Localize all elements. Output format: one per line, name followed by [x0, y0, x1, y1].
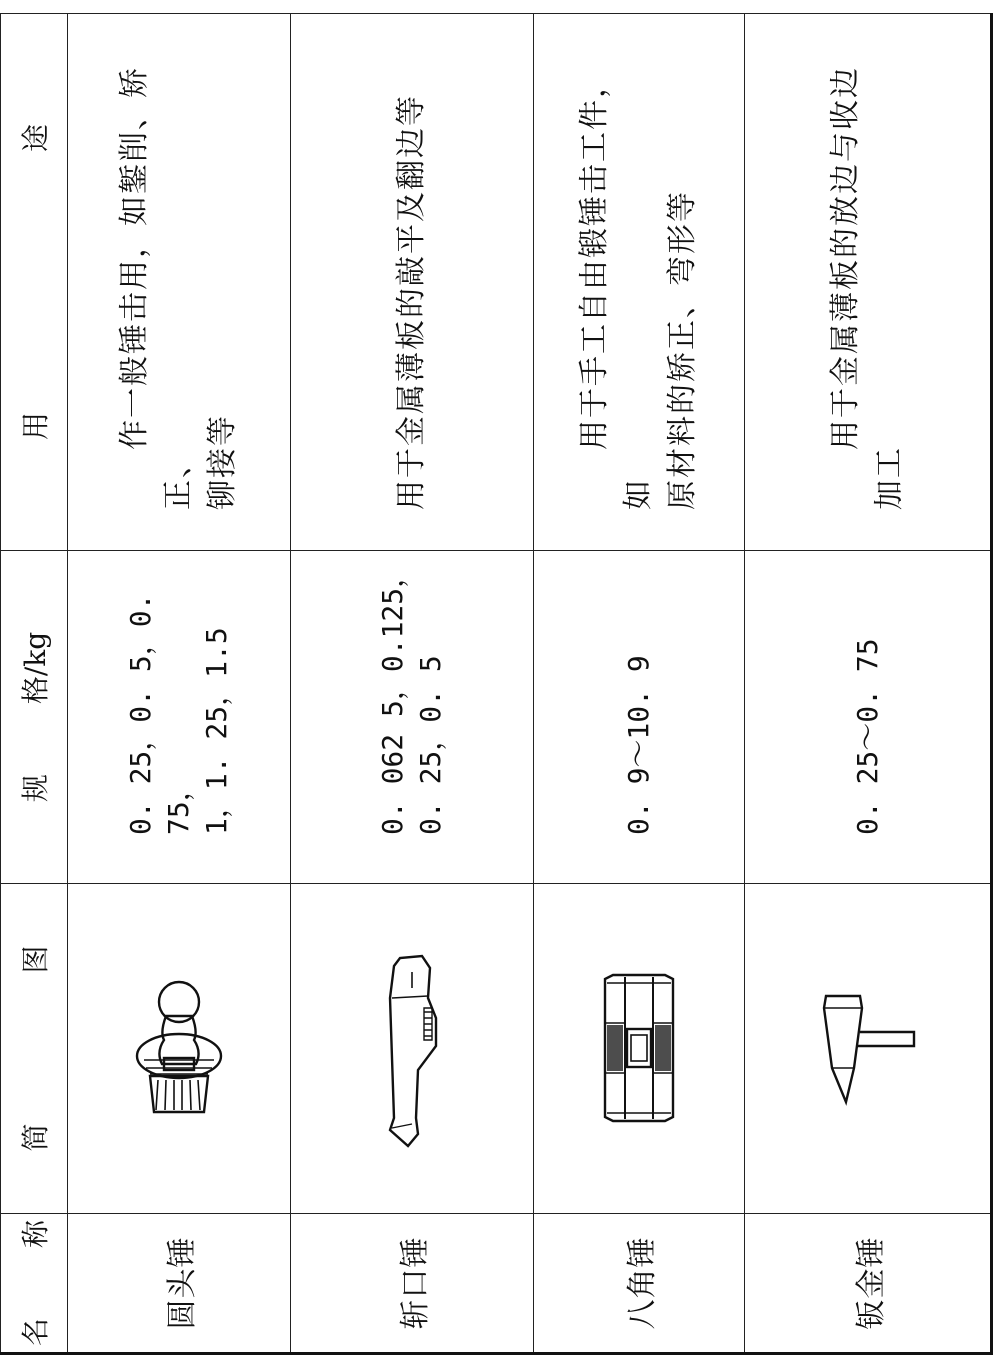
spec-cell — [534, 551, 745, 884]
spec-cell — [745, 551, 992, 884]
spec-line: 1，1. 25，1.5 — [200, 627, 233, 835]
table-header-row — [1, 14, 68, 1354]
straight-peen-hammer-icon — [291, 884, 534, 1214]
use-line: 作一般锤击用，如錾削、矫正、 — [117, 66, 196, 510]
spec-line: 0. 25，0. 5 — [414, 655, 447, 835]
header-spec: 规格/kg — [1, 551, 68, 884]
use-line: 铆接等 — [205, 414, 240, 510]
use-line: 原材料的矫正、弯形等 — [665, 190, 700, 510]
spec-line: 0. 062 5，0.125， — [376, 559, 409, 835]
hammer-name: 斩口锤 — [291, 1214, 534, 1354]
table-row — [745, 14, 992, 1354]
header-figure: 简图 — [1, 884, 68, 1214]
sheet-metal-hammer-icon — [745, 884, 992, 1214]
use-line: 加工 — [871, 446, 907, 510]
spec-cell — [291, 551, 534, 884]
use-cell — [745, 14, 992, 551]
hammer-table — [0, 13, 993, 1355]
table-row — [534, 14, 745, 1354]
sheet-metal-hammer-drawing — [818, 989, 918, 1109]
hammer-name: 钣金锤 — [745, 1214, 992, 1354]
use-cell — [534, 14, 745, 551]
use-line: 用于金属薄板的敲平及翻边等 — [394, 94, 429, 510]
use-line: 用于手工自由锻锤击工件，如 — [577, 66, 656, 510]
rotated-table-wrapper — [0, 15, 985, 1355]
ball-peen-hammer-icon — [68, 884, 291, 1214]
spec-line: 0. 25～0. 75 — [850, 638, 884, 835]
octagonal-sledge-hammer-drawing — [597, 974, 681, 1124]
straight-peen-hammer-drawing — [382, 949, 442, 1149]
table-row — [68, 14, 291, 1354]
octagonal-sledge-hammer-icon — [534, 884, 745, 1214]
use-cell — [291, 14, 534, 551]
spec-line: 0. 25，0. 5，0. 75， — [124, 593, 195, 835]
spec-cell — [68, 551, 291, 884]
table-row — [291, 14, 534, 1354]
hammer-name: 八角锤 — [534, 1214, 745, 1354]
header-use: 用途 — [1, 14, 68, 551]
use-line: 用于金属薄板的放边与收边 — [827, 66, 863, 450]
ball-peen-hammer-drawing — [131, 964, 227, 1134]
hammer-name: 圆头锤 — [68, 1214, 291, 1354]
header-name: 名称 — [1, 1214, 68, 1354]
spec-line: 0. 9～10. 9 — [622, 655, 655, 835]
use-cell — [68, 14, 291, 551]
